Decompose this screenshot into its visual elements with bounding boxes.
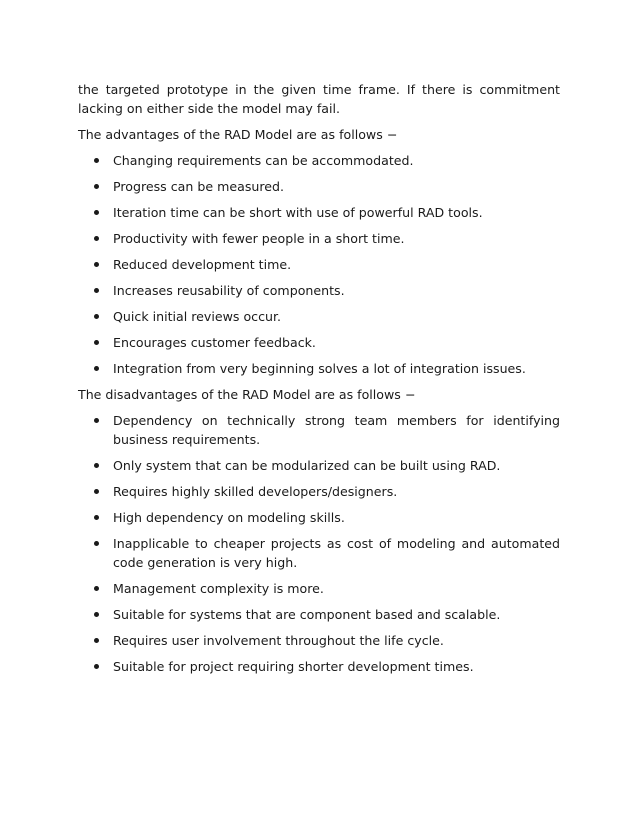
advantage-text: Changing requirements can be accommodated. — [113, 153, 414, 168]
bullet-icon — [94, 340, 99, 345]
bullet-icon — [94, 158, 99, 163]
advantage-item — [78, 177, 560, 196]
advantage-item — [78, 281, 560, 300]
disadvantage-text: Dependency on technically strong team members for identifying business requirements. — [113, 413, 560, 447]
disadvantage-text: Requires user involvement throughout the life cycle. — [113, 633, 444, 648]
advantage-item — [78, 333, 560, 352]
bullet-icon — [94, 184, 99, 189]
disadvantage-item — [78, 605, 560, 624]
bullet-icon — [94, 515, 99, 520]
intro-paragraph: the targeted prototype in the given time frame. If there is commitment lacking on either side the model may fail. — [78, 82, 560, 116]
disadvantages-list — [78, 411, 560, 676]
advantage-text: Quick initial reviews occur. — [113, 309, 282, 324]
advantages-list — [78, 151, 560, 378]
page-content — [78, 80, 560, 683]
disadvantage-text: Requires highly skilled developers/designers. — [113, 484, 398, 499]
bullet-icon — [94, 463, 99, 468]
disadvantage-item — [78, 456, 560, 475]
disadvantage-item — [78, 482, 560, 501]
disadvantage-text: Inapplicable to cheaper projects as cost of modeling and automated code generation is very high. — [113, 536, 560, 570]
advantage-item — [78, 255, 560, 274]
advantage-text: Encourages customer feedback. — [113, 335, 316, 350]
disadvantage-text: Management complexity is more. — [113, 581, 324, 596]
disadvantage-item — [78, 631, 560, 650]
bullet-icon — [94, 314, 99, 319]
bullet-icon — [94, 418, 99, 423]
disadvantage-text: Only system that can be modularized can be built using RAD. — [113, 458, 501, 473]
disadvantage-item — [78, 579, 560, 598]
advantage-item — [78, 229, 560, 248]
advantage-text: Productivity with fewer people in a short time. — [113, 231, 405, 246]
bullet-icon — [94, 288, 99, 293]
disadvantages-heading: The disadvantages of the RAD Model are as follows − — [78, 387, 416, 402]
advantage-text: Integration from very beginning solves a lot of integration issues. — [113, 361, 526, 376]
disadvantage-text: Suitable for systems that are component based and scalable. — [113, 607, 501, 622]
bullet-icon — [94, 366, 99, 371]
bullet-icon — [94, 262, 99, 267]
bullet-icon — [94, 236, 99, 241]
disadvantage-item — [78, 508, 560, 527]
advantages-heading: The advantages of the RAD Model are as follows − — [78, 127, 398, 142]
bullet-icon — [94, 612, 99, 617]
bullet-icon — [94, 638, 99, 643]
advantage-item — [78, 359, 560, 378]
advantage-item — [78, 151, 560, 170]
bullet-icon — [94, 664, 99, 669]
advantage-text: Reduced development time. — [113, 257, 292, 272]
bullet-icon — [94, 210, 99, 215]
bullet-icon — [94, 489, 99, 494]
advantage-text: Progress can be measured. — [113, 179, 285, 194]
disadvantage-text: Suitable for project requiring shorter development times. — [113, 659, 474, 674]
disadvantage-item — [78, 411, 560, 449]
advantage-text: Increases reusability of components. — [113, 283, 345, 298]
disadvantage-item — [78, 534, 560, 572]
advantage-text: Iteration time can be short with use of powerful RAD tools. — [113, 205, 483, 220]
advantage-item — [78, 203, 560, 222]
advantage-item — [78, 307, 560, 326]
disadvantage-item — [78, 657, 560, 676]
disadvantage-text: High dependency on modeling skills. — [113, 510, 345, 525]
bullet-icon — [94, 541, 99, 546]
bullet-icon — [94, 586, 99, 591]
